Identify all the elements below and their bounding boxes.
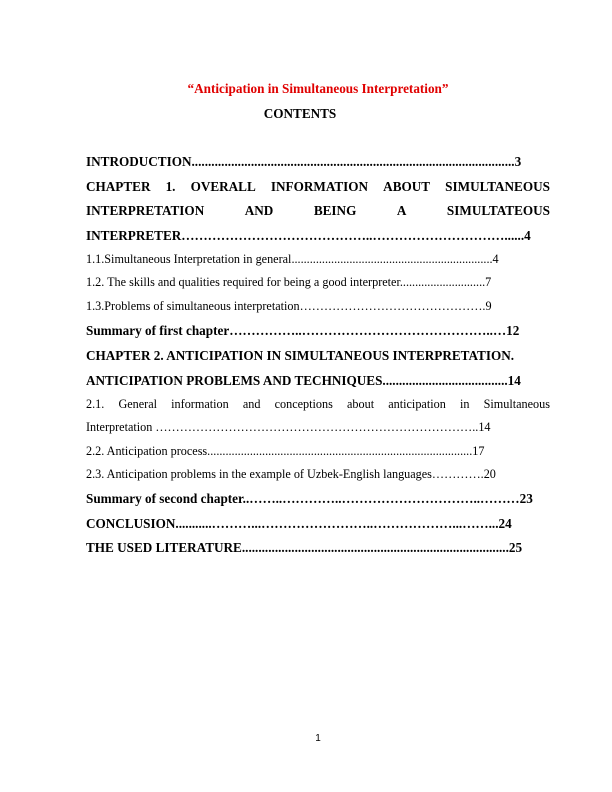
toc-section-1-2: 1.2. The skills and qualities required for being a good interpreter............................7	[86, 275, 492, 289]
toc-summary-second: Summary of second chapter..……..…………..…………………………..………23	[86, 491, 533, 506]
toc-section-1-3: 1.3.Problems of simultaneous interpretation……………………………………….9	[86, 299, 492, 313]
toc-literature: THE USED LITERATURE.................................................................................25	[86, 540, 523, 555]
toc-word: about	[347, 397, 375, 411]
toc-word: in	[459, 397, 470, 411]
toc-section-2-2: 2.2. Anticipation process.......................................................................................17	[86, 444, 485, 458]
toc-conclusion: CONCLUSION...........………...……………………..………………...……...24	[86, 516, 512, 531]
toc-summary-first: Summary of first chapter……………..……………………………………..…12	[86, 323, 520, 338]
toc-word: ABOUT	[383, 179, 431, 194]
toc-word: and	[242, 397, 261, 411]
toc-word: 1.	[165, 179, 176, 194]
page-number: 1	[315, 733, 321, 744]
toc-word: CHAPTER	[86, 179, 151, 194]
toc-word: AND	[244, 203, 274, 218]
toc-word: INTERPRETATION	[86, 203, 205, 218]
toc-word: conceptions	[274, 397, 333, 411]
toc-word: General	[118, 397, 158, 411]
toc-chapter1-line1	[86, 177, 550, 196]
contents-heading: CONTENTS	[263, 106, 337, 121]
toc-word: SIMULTATEOUS	[446, 203, 550, 218]
toc-word: 2.1.	[86, 397, 105, 411]
toc-word: BEING	[313, 203, 357, 218]
toc-introduction: INTRODUCTION..................................................................................................3	[86, 154, 522, 169]
toc-section-2-1-line1	[86, 395, 550, 414]
toc-chapter1-line3: INTERPRETER……………………………………..…………………………......4	[86, 228, 531, 243]
toc-word: anticipation	[388, 397, 446, 411]
toc-section-1-1: 1.1.Simultaneous Interpretation in general..................................................................4	[86, 252, 499, 266]
toc-section-2-3: 2.3. Anticipation problems in the example of Uzbek-English languages………….20	[86, 467, 496, 481]
toc-word: information	[171, 397, 229, 411]
toc-chapter2-line2: ANTICIPATION PROBLEMS AND TECHNIQUES......................................14	[86, 373, 521, 388]
document-title: “Anticipation in Simultaneous Interpretation”	[187, 81, 449, 96]
toc-word: INFORMATION	[270, 179, 369, 194]
toc-chapter2-line1: CHAPTER 2. ANTICIPATION IN SIMULTANEOUS INTERPRETATION.	[86, 348, 515, 363]
toc-word: OVERALL	[190, 179, 256, 194]
toc-word: Simultaneous	[483, 397, 550, 411]
toc-word: SIMULTANEOUS	[445, 179, 550, 194]
toc-section-2-1-line2: Interpretation ……………………………………………………………………..14	[86, 420, 491, 434]
toc-word: A	[396, 203, 407, 218]
toc-chapter1-line2	[86, 201, 550, 220]
